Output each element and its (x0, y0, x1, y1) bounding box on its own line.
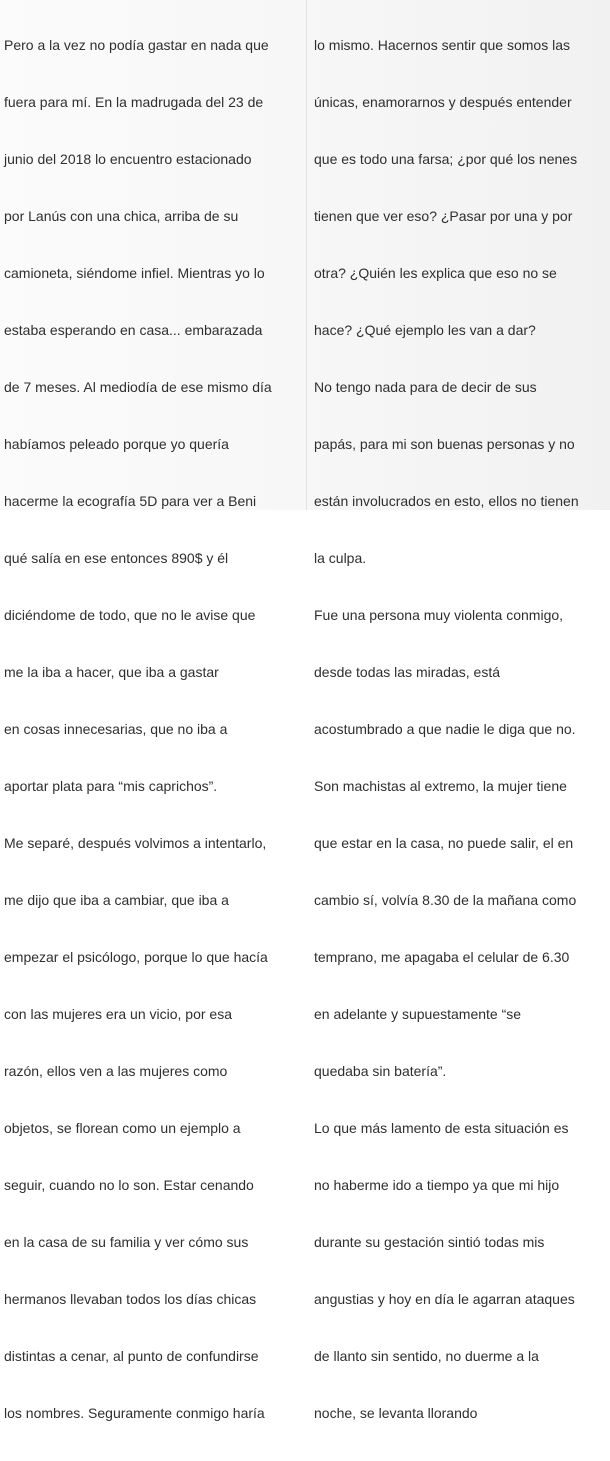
left-line: qué salía en ese entonces 890$ y él (4, 550, 229, 566)
right-text-block (314, 0, 608, 1461)
right-line: hace? ¿Qué ejemplo les van a dar? (314, 322, 536, 338)
right-line: de llanto sin sentido, no duerme a la (314, 1348, 539, 1364)
left-line: hermanos llevaban todos los días chicas (4, 1291, 257, 1307)
left-line: objetos, se florean como un ejemplo a (4, 1120, 241, 1136)
right-line: que es todo una farsa; ¿por qué los nenes (314, 151, 578, 167)
right-line: desde todas las miradas, está (314, 664, 500, 680)
left-line: junio del 2018 lo encuentro estacionado (4, 151, 252, 167)
left-line: hacerme la ecografía 5D para ver a Beni (4, 493, 257, 509)
left-text-block (4, 0, 300, 1461)
right-line: acostumbrado a que nadie le diga que no. (314, 721, 576, 737)
right-line: durante su gestación sintió todas mis (314, 1234, 545, 1250)
left-line: seguir, cuando no lo son. Estar cenando (4, 1177, 254, 1193)
right-line: No tengo nada para de decir de sus (314, 379, 537, 395)
right-line: temprano, me apagaba el celular de 6.30 (314, 949, 570, 965)
right-line: papás, para mi son buenas personas y no (314, 436, 575, 452)
column-divider (306, 0, 307, 510)
right-line: Fue una persona muy violenta conmigo, (314, 607, 564, 623)
left-line: en la casa de su familia y ver cómo sus (4, 1234, 249, 1250)
right-line: noche, se levanta llorando (314, 1405, 478, 1421)
right-line: que estar en la casa, no puede salir, el en (314, 835, 574, 851)
right-line: la culpa. (314, 550, 367, 566)
left-line: me dijo que iba a cambiar, que iba a (4, 892, 229, 908)
left-line: diciéndome de todo, que no le avise que (4, 607, 256, 623)
right-line: tienen que ver eso? ¿Pasar por una y por (314, 208, 573, 224)
right-line: angustias y hoy en día le agarran ataques (314, 1291, 575, 1307)
left-line: razón, ellos ven a las mujeres como (4, 1063, 228, 1079)
left-line: aportar plata para “mis caprichos”. (4, 778, 218, 794)
right-line: otra? ¿Quién les explica que eso no se (314, 265, 557, 281)
left-line: estaba esperando en casa... embarazada (4, 322, 263, 338)
left-line: por Lanús con una chica, arriba de su (4, 208, 239, 224)
right-line: quedaba sin batería”. (314, 1063, 447, 1079)
right-line: Lo que más lamento de esta situación es (314, 1120, 569, 1136)
left-line: camioneta, siéndome infiel. Mientras yo lo (4, 265, 265, 281)
left-line: de 7 meses. Al mediodía de ese mismo día (4, 379, 272, 395)
left-line: empezar el psicólogo, porque lo que hacía (4, 949, 268, 965)
right-text-column (314, 0, 608, 1461)
left-line: Pero a la vez no podía gastar en nada que (4, 37, 269, 53)
right-line: únicas, enamorarnos y después entender (314, 94, 572, 110)
left-line: fuera para mí. En la madrugada del 23 de (4, 94, 264, 110)
left-text-column (4, 0, 300, 1461)
right-line: cambio sí, volvía 8.30 de la mañana como (314, 892, 577, 908)
right-line: están involucrados en esto, ellos no tienen (314, 493, 579, 509)
left-line: con las mujeres era un vicio, por esa (4, 1006, 232, 1022)
left-line: los nombres. Seguramente conmigo haría (4, 1405, 265, 1421)
left-line: habíamos peleado porque yo quería (4, 436, 229, 452)
right-line: no haberme ido a tiempo ya que mi hijo (314, 1177, 560, 1193)
left-line: en cosas innecesarias, que no iba a (4, 721, 228, 737)
left-line: distintas a cenar, al punto de confundirse (4, 1348, 259, 1364)
left-line: me la iba a hacer, que iba a gastar (4, 664, 219, 680)
left-line: Me separé, después volvimos a intentarlo, (4, 835, 267, 851)
right-line: lo mismo. Hacernos sentir que somos las (314, 37, 570, 53)
right-line: en adelante y supuestamente “se (314, 1006, 522, 1022)
right-line: Son machistas al extremo, la mujer tiene (314, 778, 567, 794)
